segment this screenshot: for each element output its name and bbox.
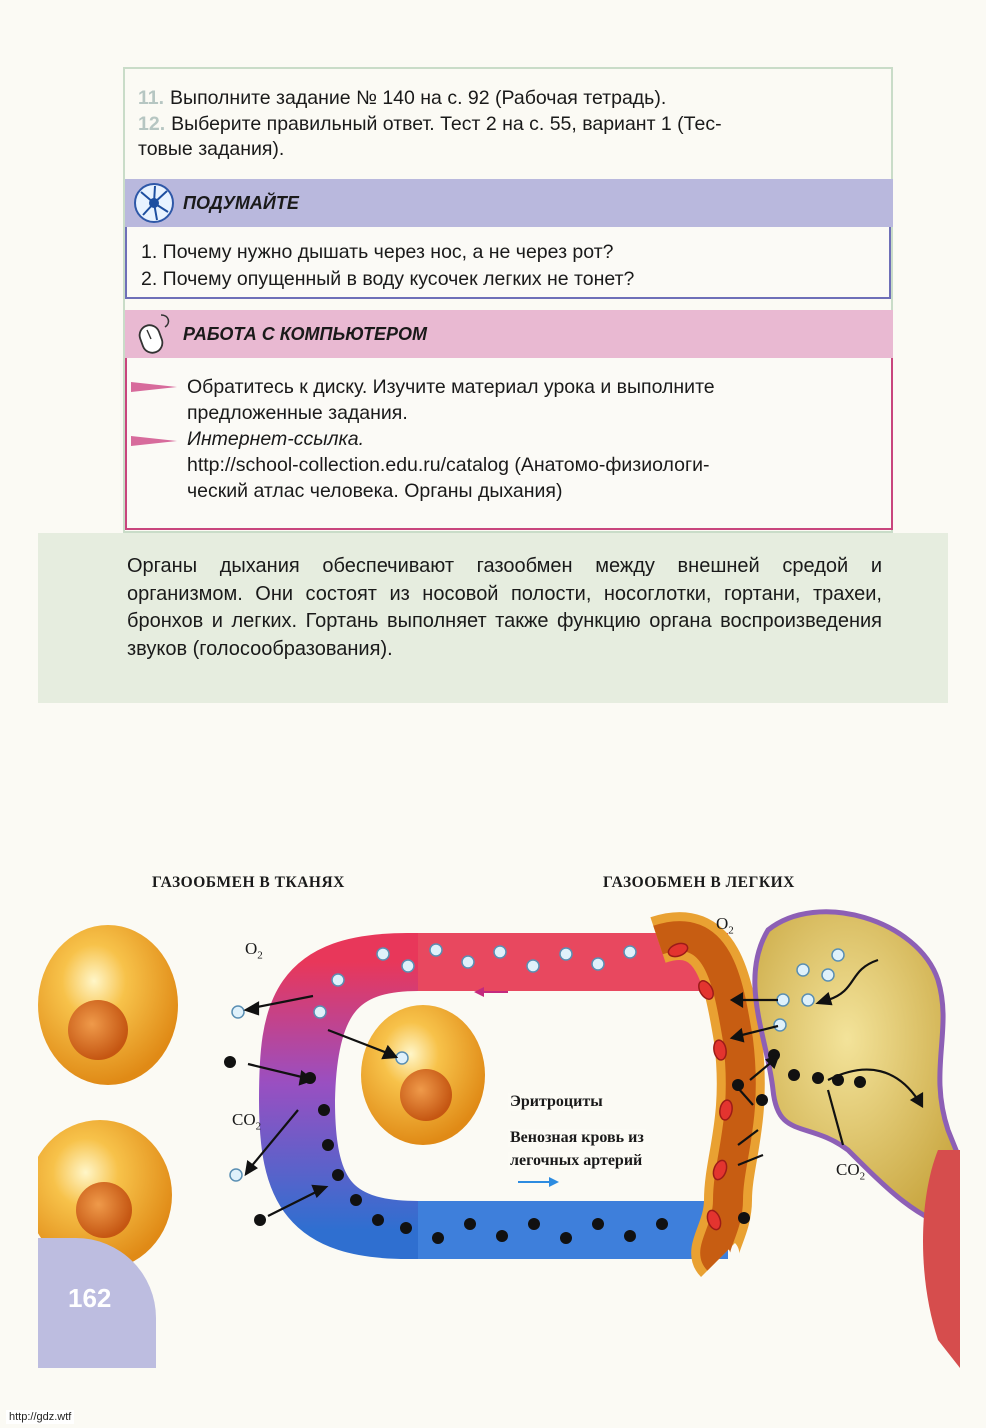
co2-label-lungs: $CO_2$ [836, 1160, 866, 1183]
think-question-1: 1. Почему нужно дышать через нос, а не через рот? [141, 241, 614, 263]
erythrocytes-label: Эритроциты [510, 1093, 603, 1110]
cell-nucleus [76, 1182, 132, 1238]
o2-label-tissues: $O_2$ [245, 939, 263, 962]
venous-blood-label-2: легочных артерий [510, 1152, 643, 1169]
lungs-title: ГАЗООБМЕН В ЛЕГКИХ [603, 874, 795, 891]
cell-nucleus [68, 1000, 128, 1060]
mouse-icon [131, 311, 175, 357]
computer-line-1: Обратитесь к диску. Изучите материал урока и выполните [187, 376, 715, 398]
cell-nucleus [400, 1069, 452, 1121]
think-title: ПОДУМАЙТЕ [183, 192, 299, 213]
task-11 [138, 86, 666, 111]
neuron-icon [133, 182, 175, 224]
source-watermark[interactable]: http://gdz.wtf [6, 1410, 74, 1424]
o2-label-lungs: $O_2$ [716, 914, 734, 937]
tissues-title: ГАЗООБМЕН В ТКАНЯХ [152, 874, 345, 891]
task-12 [138, 112, 722, 162]
think-header [125, 179, 893, 227]
task-number: 12. [138, 113, 166, 135]
flow-arrow-blue [518, 1177, 559, 1187]
task-number: 11. [138, 87, 165, 109]
computer-line-5: ческий атлас человека. Органы дыхания) [187, 480, 563, 502]
co2-label-tissues: $CO_2$ [232, 1110, 262, 1133]
lung-tissue [923, 1150, 960, 1368]
computer-header [125, 310, 893, 358]
computer-line-2: предложенные задания. [187, 402, 408, 424]
task-text-continued: товые задания). [138, 138, 285, 160]
venous-blood-label-1: Венозная кровь из [510, 1129, 644, 1146]
task-text: Выполните задание № 140 на с. 92 (Рабочая тетрадь). [170, 87, 667, 109]
task-text: Выберите правильный ответ. Тест 2 на с. 55, вариант 1 (Тес- [171, 113, 722, 135]
think-questions [125, 227, 891, 299]
page-number: 162 [68, 1283, 112, 1313]
computer-line-3: Интернет-ссылка. [187, 428, 365, 450]
think-question-2: 2. Почему опущенный в воду кусочек легких не тонет? [141, 268, 635, 290]
bullet-arrow [131, 382, 177, 392]
gas-exchange-diagram [38, 900, 960, 1368]
bullet-arrow [131, 436, 177, 446]
internet-link[interactable]: http://school-collection.edu.ru/catalog (Анатомо-физиологи- [187, 454, 710, 476]
computer-instructions [125, 358, 893, 530]
computer-title: РАБОТА С КОМПЬЮТЕРОМ [183, 323, 428, 344]
summary-text: Органы дыхания обеспечивают газообмен между внешней средой и организмом. Они состоят из носовой полости, носоглотки, гортани, трахеи, бронхов и легких. Гортань выполняет также функцию органа воспроизведения звуков (голосообразования). [127, 555, 882, 660]
